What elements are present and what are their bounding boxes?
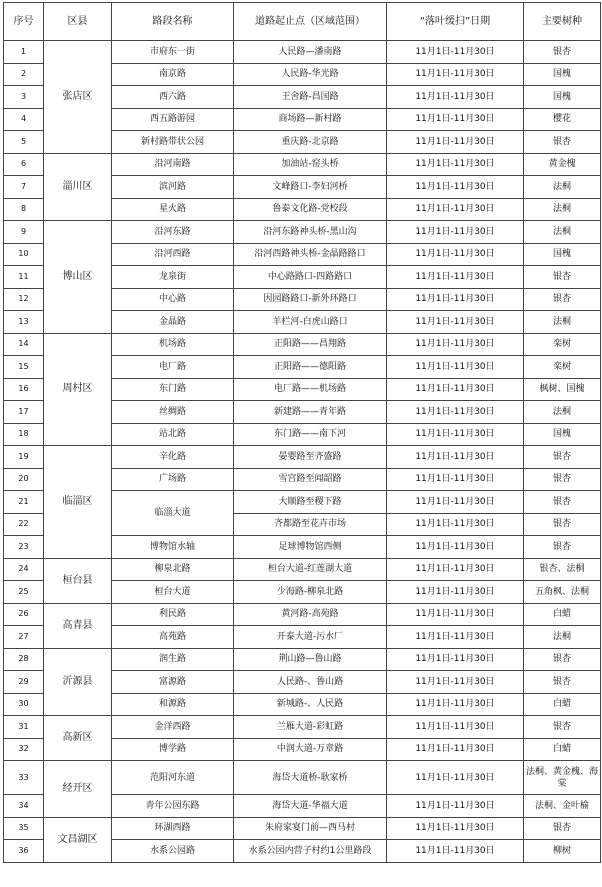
tree-species-cell: 法桐 xyxy=(524,221,601,244)
tree-species-cell: 银杏 xyxy=(524,491,601,514)
road-name-cell: 龙泉街 xyxy=(112,266,234,289)
road-range-cell: 雪宫路至闻韶路 xyxy=(234,468,387,491)
road-range-cell: 人民路-华光路 xyxy=(234,63,387,86)
tree-species-cell: 国槐 xyxy=(524,423,601,446)
tree-species-cell: 银杏、法桐 xyxy=(524,558,601,581)
date-cell: 11月1日-11月30日 xyxy=(387,288,524,311)
date-cell: 11月1日-11月30日 xyxy=(387,108,524,131)
road-name-cell: 新村路带状公园 xyxy=(112,131,234,154)
road-name-cell: 西六路 xyxy=(112,86,234,109)
road-name-cell: 金晶路 xyxy=(112,311,234,334)
road-range-cell: 重庆路-北京路 xyxy=(234,131,387,154)
row-index: 33 xyxy=(4,761,44,795)
tree-species-cell: 国槐 xyxy=(524,243,601,266)
date-cell: 11月1日-11月30日 xyxy=(387,795,524,818)
date-cell: 11月1日-11月30日 xyxy=(387,626,524,649)
road-range-cell: 因园路路口-新外环路口 xyxy=(234,288,387,311)
road-range-cell: 电厂路——机场路 xyxy=(234,378,387,401)
road-name-cell: 沿河南路 xyxy=(112,153,234,176)
row-index: 16 xyxy=(4,378,44,401)
tree-species-cell: 法桐 xyxy=(524,401,601,424)
date-cell: 11月1日-11月30日 xyxy=(387,311,524,334)
road-name-cell: 水系公园路 xyxy=(112,840,234,863)
date-cell: 11月1日-11月30日 xyxy=(387,648,524,671)
tree-species-cell: 枫树、国槐 xyxy=(524,378,601,401)
table-row xyxy=(4,603,601,626)
row-index: 12 xyxy=(4,288,44,311)
date-cell: 11月1日-11月30日 xyxy=(387,423,524,446)
row-index: 32 xyxy=(4,738,44,761)
tree-species-cell: 柳树 xyxy=(524,840,601,863)
road-name-cell: 范阳河东道 xyxy=(112,761,234,795)
table-row xyxy=(4,333,601,356)
road-name-cell: 西五路游园 xyxy=(112,108,234,131)
header-tree-species: 主要树种 xyxy=(524,3,601,41)
row-index: 14 xyxy=(4,333,44,356)
row-index: 15 xyxy=(4,356,44,379)
row-index: 10 xyxy=(4,243,44,266)
header-date: “落叶缓扫”日期 xyxy=(387,3,524,41)
date-cell: 11月1日-11月30日 xyxy=(387,513,524,536)
row-index: 29 xyxy=(4,671,44,694)
date-cell: 11月1日-11月30日 xyxy=(387,468,524,491)
road-name-cell: 高苑路 xyxy=(112,626,234,649)
road-name-cell: 丝绸路 xyxy=(112,401,234,424)
road-name-cell: 青年公园东路 xyxy=(112,795,234,818)
road-name-cell: 中心路 xyxy=(112,288,234,311)
date-cell: 11月1日-11月30日 xyxy=(387,221,524,244)
road-range-cell: 新城路-、人民路 xyxy=(234,693,387,716)
road-range-cell: 羊栏河-白虎山路口 xyxy=(234,311,387,334)
date-cell: 11月1日-11月30日 xyxy=(387,817,524,840)
tree-species-cell: 银杏 xyxy=(524,513,601,536)
table-row xyxy=(4,648,601,671)
row-index: 7 xyxy=(4,176,44,199)
road-name-cell: 沿河西路 xyxy=(112,243,234,266)
tree-species-cell: 银杏 xyxy=(524,468,601,491)
road-name-cell: 星火路 xyxy=(112,198,234,221)
tree-species-cell: 国槐 xyxy=(524,86,601,109)
date-cell: 11月1日-11月30日 xyxy=(387,266,524,289)
road-name-cell: 博学路 xyxy=(112,738,234,761)
table-row xyxy=(4,716,601,739)
date-cell: 11月1日-11月30日 xyxy=(387,671,524,694)
header-index: 序号 xyxy=(4,3,44,41)
date-cell: 11月1日-11月30日 xyxy=(387,41,524,64)
road-range-cell: 海岱大道-华福大道 xyxy=(234,795,387,818)
row-index: 2 xyxy=(4,63,44,86)
tree-species-cell: 银杏 xyxy=(524,648,601,671)
row-index: 36 xyxy=(4,840,44,863)
row-index: 6 xyxy=(4,153,44,176)
row-index: 30 xyxy=(4,693,44,716)
road-name-cell: 南京路 xyxy=(112,63,234,86)
row-index: 11 xyxy=(4,266,44,289)
district-cell: 高新区 xyxy=(44,716,112,761)
road-range-cell: 黄河路-高苑路 xyxy=(234,603,387,626)
table-row xyxy=(4,761,601,795)
road-name-cell: 桓台大道 xyxy=(112,581,234,604)
district-cell: 高青县 xyxy=(44,603,112,648)
table-header-row xyxy=(4,3,601,41)
road-range-cell: 少海路-柳泉北路 xyxy=(234,581,387,604)
tree-species-cell: 法桐、金叶榆 xyxy=(524,795,601,818)
date-cell: 11月1日-11月30日 xyxy=(387,198,524,221)
row-index: 5 xyxy=(4,131,44,154)
tree-species-cell: 法桐 xyxy=(524,626,601,649)
road-range-cell: 王舍路-昌国路 xyxy=(234,86,387,109)
tree-species-cell: 银杏 xyxy=(524,131,601,154)
date-cell: 11月1日-11月30日 xyxy=(387,716,524,739)
road-range-cell: 朱府家宴门前—西马村 xyxy=(234,817,387,840)
tree-species-cell: 五角枫、法桐 xyxy=(524,581,601,604)
district-cell: 经开区 xyxy=(44,761,112,818)
road-range-cell: 荆山路—鲁山路 xyxy=(234,648,387,671)
road-range-cell: 桓台大道-红莲湖大道 xyxy=(234,558,387,581)
date-cell: 11月1日-11月30日 xyxy=(387,558,524,581)
road-name-cell: 和源路 xyxy=(112,693,234,716)
road-name-cell: 博物馆水轴 xyxy=(112,536,234,559)
row-index: 1 xyxy=(4,41,44,64)
date-cell: 11月1日-11月30日 xyxy=(387,63,524,86)
road-range-cell: 沿河东路神头桥-黑山沟 xyxy=(234,221,387,244)
road-range-cell: 东门路——南下河 xyxy=(234,423,387,446)
road-range-cell: 晏婴路至齐盛路 xyxy=(234,446,387,469)
date-cell: 11月1日-11月30日 xyxy=(387,581,524,604)
row-index: 9 xyxy=(4,221,44,244)
road-name-cell: 柳泉北路 xyxy=(112,558,234,581)
table-row xyxy=(4,446,601,469)
road-name-cell: 润生路 xyxy=(112,648,234,671)
district-cell: 临淄区 xyxy=(44,446,112,559)
tree-species-cell: 银杏 xyxy=(524,266,601,289)
date-cell: 11月1日-11月30日 xyxy=(387,840,524,863)
tree-species-cell: 银杏 xyxy=(524,817,601,840)
road-range-cell: 中润大道-万章路 xyxy=(234,738,387,761)
row-index: 4 xyxy=(4,108,44,131)
tree-species-cell: 白蜡 xyxy=(524,603,601,626)
road-name-cell: 滨河路 xyxy=(112,176,234,199)
row-index: 21 xyxy=(4,491,44,514)
road-range-cell: 鲁泰文化路-党校段 xyxy=(234,198,387,221)
road-range-cell: 沿河西路神头桥-金晶路路口 xyxy=(234,243,387,266)
date-cell: 11月1日-11月30日 xyxy=(387,536,524,559)
road-name-cell: 利民路 xyxy=(112,603,234,626)
tree-species-cell: 银杏 xyxy=(524,536,601,559)
tree-species-cell: 银杏 xyxy=(524,41,601,64)
district-cell: 博山区 xyxy=(44,221,112,334)
header-road-range: 道路起止点（区域范围） xyxy=(234,3,387,41)
tree-species-cell: 法桐 xyxy=(524,198,601,221)
table-row xyxy=(4,558,601,581)
date-cell: 11月1日-11月30日 xyxy=(387,491,524,514)
road-name-cell: 辛化路 xyxy=(112,446,234,469)
road-name-cell: 站北路 xyxy=(112,423,234,446)
road-name-cell: 电厂路 xyxy=(112,356,234,379)
row-index: 18 xyxy=(4,423,44,446)
row-index: 22 xyxy=(4,513,44,536)
date-cell: 11月1日-11月30日 xyxy=(387,333,524,356)
tree-species-cell: 黄金槐 xyxy=(524,153,601,176)
district-cell: 周村区 xyxy=(44,333,112,446)
row-index: 25 xyxy=(4,581,44,604)
district-cell: 淄川区 xyxy=(44,153,112,221)
district-cell: 沂源县 xyxy=(44,648,112,716)
date-cell: 11月1日-11月30日 xyxy=(387,176,524,199)
row-index: 17 xyxy=(4,401,44,424)
tree-species-cell: 国槐 xyxy=(524,63,601,86)
road-range-cell: 商场路—新村路 xyxy=(234,108,387,131)
header-district: 区县 xyxy=(44,3,112,41)
tree-species-cell: 白蜡 xyxy=(524,693,601,716)
tree-species-cell: 白蜡 xyxy=(524,738,601,761)
table-row xyxy=(4,817,601,840)
tree-species-cell: 栾树 xyxy=(524,356,601,379)
road-name-cell: 环湖西路 xyxy=(112,817,234,840)
date-cell: 11月1日-11月30日 xyxy=(387,446,524,469)
road-name-cell: 市府东一街 xyxy=(112,41,234,64)
date-cell: 11月1日-11月30日 xyxy=(387,738,524,761)
road-range-cell: 正阳路——昌翔路 xyxy=(234,333,387,356)
row-index: 24 xyxy=(4,558,44,581)
road-name-cell: 临淄大道 xyxy=(112,491,234,536)
road-range-cell: 水系公园内营子村约1公里路段 xyxy=(234,840,387,863)
tree-species-cell: 法桐、黄金槐、海棠 xyxy=(524,761,601,795)
tree-species-cell: 银杏 xyxy=(524,446,601,469)
row-index: 28 xyxy=(4,648,44,671)
date-cell: 11月1日-11月30日 xyxy=(387,86,524,109)
road-range-cell: 大顺路至稷下路 xyxy=(234,491,387,514)
row-index: 31 xyxy=(4,716,44,739)
fallen-leaves-schedule-table xyxy=(3,2,601,863)
date-cell: 11月1日-11月30日 xyxy=(387,378,524,401)
date-cell: 11月1日-11月30日 xyxy=(387,131,524,154)
district-cell: 文昌湖区 xyxy=(44,817,112,862)
table-row xyxy=(4,221,601,244)
table-row xyxy=(4,41,601,64)
row-index: 19 xyxy=(4,446,44,469)
road-name-cell: 沿河东路 xyxy=(112,221,234,244)
tree-species-cell: 栾树 xyxy=(524,333,601,356)
tree-species-cell: 法桐 xyxy=(524,176,601,199)
road-name-cell: 广场路 xyxy=(112,468,234,491)
district-cell: 桓台县 xyxy=(44,558,112,603)
row-index: 8 xyxy=(4,198,44,221)
date-cell: 11月1日-11月30日 xyxy=(387,401,524,424)
road-range-cell: 开泰大道-污水厂 xyxy=(234,626,387,649)
tree-species-cell: 银杏 xyxy=(524,716,601,739)
date-cell: 11月1日-11月30日 xyxy=(387,761,524,795)
date-cell: 11月1日-11月30日 xyxy=(387,693,524,716)
row-index: 26 xyxy=(4,603,44,626)
date-cell: 11月1日-11月30日 xyxy=(387,356,524,379)
road-range-cell: 加油站-窑头桥 xyxy=(234,153,387,176)
header-road-name: 路段名称 xyxy=(112,3,234,41)
row-index: 23 xyxy=(4,536,44,559)
road-range-cell: 人民路-、鲁山路 xyxy=(234,671,387,694)
road-name-cell: 金洋西路 xyxy=(112,716,234,739)
road-range-cell: 文峰路口-李妇河桥 xyxy=(234,176,387,199)
row-index: 35 xyxy=(4,817,44,840)
road-range-cell: 兰雁大道-彩虹路 xyxy=(234,716,387,739)
road-name-cell: 东门路 xyxy=(112,378,234,401)
road-range-cell: 足球博物馆西侧 xyxy=(234,536,387,559)
road-range-cell: 正阳路——德阳路 xyxy=(234,356,387,379)
table-row xyxy=(4,153,601,176)
road-name-cell: 机场路 xyxy=(112,333,234,356)
row-index: 20 xyxy=(4,468,44,491)
road-range-cell: 海岱大道桥-耿家桥 xyxy=(234,761,387,795)
tree-species-cell: 银杏 xyxy=(524,288,601,311)
date-cell: 11月1日-11月30日 xyxy=(387,153,524,176)
road-range-cell: 新建路——青年路 xyxy=(234,401,387,424)
date-cell: 11月1日-11月30日 xyxy=(387,243,524,266)
date-cell: 11月1日-11月30日 xyxy=(387,603,524,626)
row-index: 27 xyxy=(4,626,44,649)
road-range-cell: 齐都路至花卉市场 xyxy=(234,513,387,536)
tree-species-cell: 银杏 xyxy=(524,671,601,694)
road-range-cell: 中心路路口-四路路口 xyxy=(234,266,387,289)
district-cell: 张店区 xyxy=(44,41,112,154)
row-index: 3 xyxy=(4,86,44,109)
tree-species-cell: 樱花 xyxy=(524,108,601,131)
road-name-cell: 富源路 xyxy=(112,671,234,694)
row-index: 34 xyxy=(4,795,44,818)
road-range-cell: 人民路—潘南路 xyxy=(234,41,387,64)
table-body xyxy=(4,41,601,863)
row-index: 13 xyxy=(4,311,44,334)
tree-species-cell: 法桐 xyxy=(524,311,601,334)
